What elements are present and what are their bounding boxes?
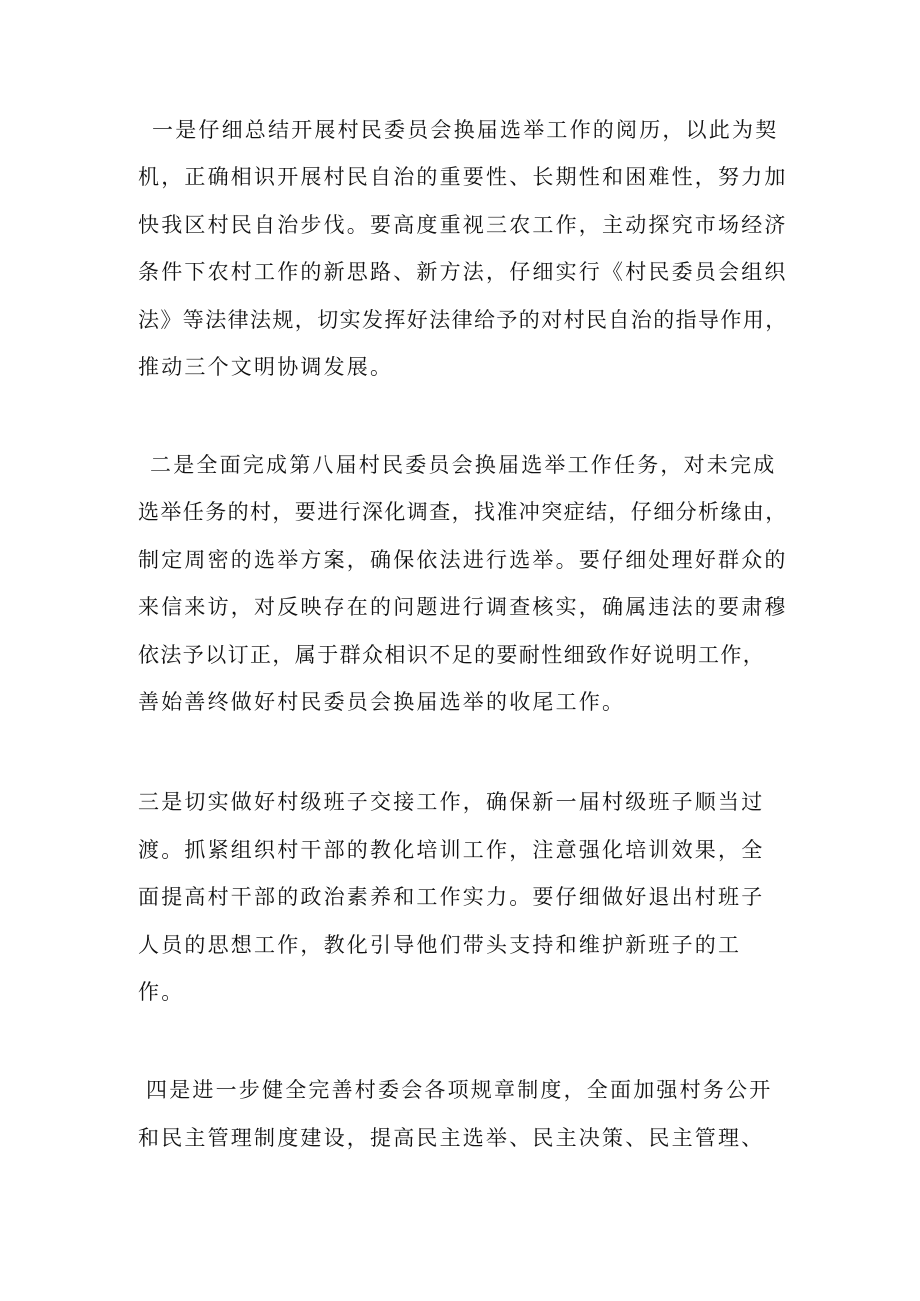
text-line: 渡。抓紧组织村干部的教化培训工作，注意强化培训效果，全	[138, 838, 765, 862]
text-line: 快我区村民自治步伐。要高度重视三农工作，主动探究市场经济	[138, 213, 788, 237]
text-line: 面提高村干部的政治素养和工作实力。要仔细做好退出村班子	[138, 885, 765, 909]
text-line: 和民主管理制度建设，提高民主选举、民主决策、民主管理、	[138, 1126, 765, 1150]
text-line: 条件下农村工作的新思路、新方法，仔细实行《村民委员会组织	[138, 260, 788, 284]
text-line: 善始善终做好村民委员会换届选举的收尾工作。	[138, 690, 626, 714]
text-line: 四是进一步健全完善村委会各项规章制度，全面加强村务公开	[146, 1078, 773, 1102]
text-line: 来信来访，对反映存在的问题进行调查核实，确属违法的要肃穆	[138, 595, 788, 619]
text-line: 人员的思想工作，教化引导他们带头支持和维护新班子的工	[138, 933, 742, 957]
text-line: 法》等法律法规，切实发挥好法律给予的对村民自治的指导作用，	[138, 308, 788, 332]
text-line: 选举任务的村，要进行深化调查，找准冲突症结，仔细分析缘由，	[138, 500, 788, 524]
text-line: 一是仔细总结开展村民委员会换届选举工作的阅历，以此为契	[152, 118, 779, 142]
text-line: 制定周密的选举方案，确保依法进行选举。要仔细处理好群众的	[138, 548, 788, 572]
text-line: 推动三个文明协调发展。	[138, 355, 394, 379]
text-line: 三是切实做好村级班子交接工作，确保新一届村级班子顺当过	[138, 790, 765, 814]
text-line: 二是全面完成第八届村民委员会换届选举工作任务，对未完成	[150, 453, 777, 477]
text-line: 机，正确相识开展村民自治的重要性、长期性和困难性，努力加	[138, 165, 788, 189]
text-line: 作。	[138, 980, 185, 1004]
text-line: 依法予以订正，属于群众相识不足的要耐性细致作好说明工作，	[138, 643, 766, 667]
